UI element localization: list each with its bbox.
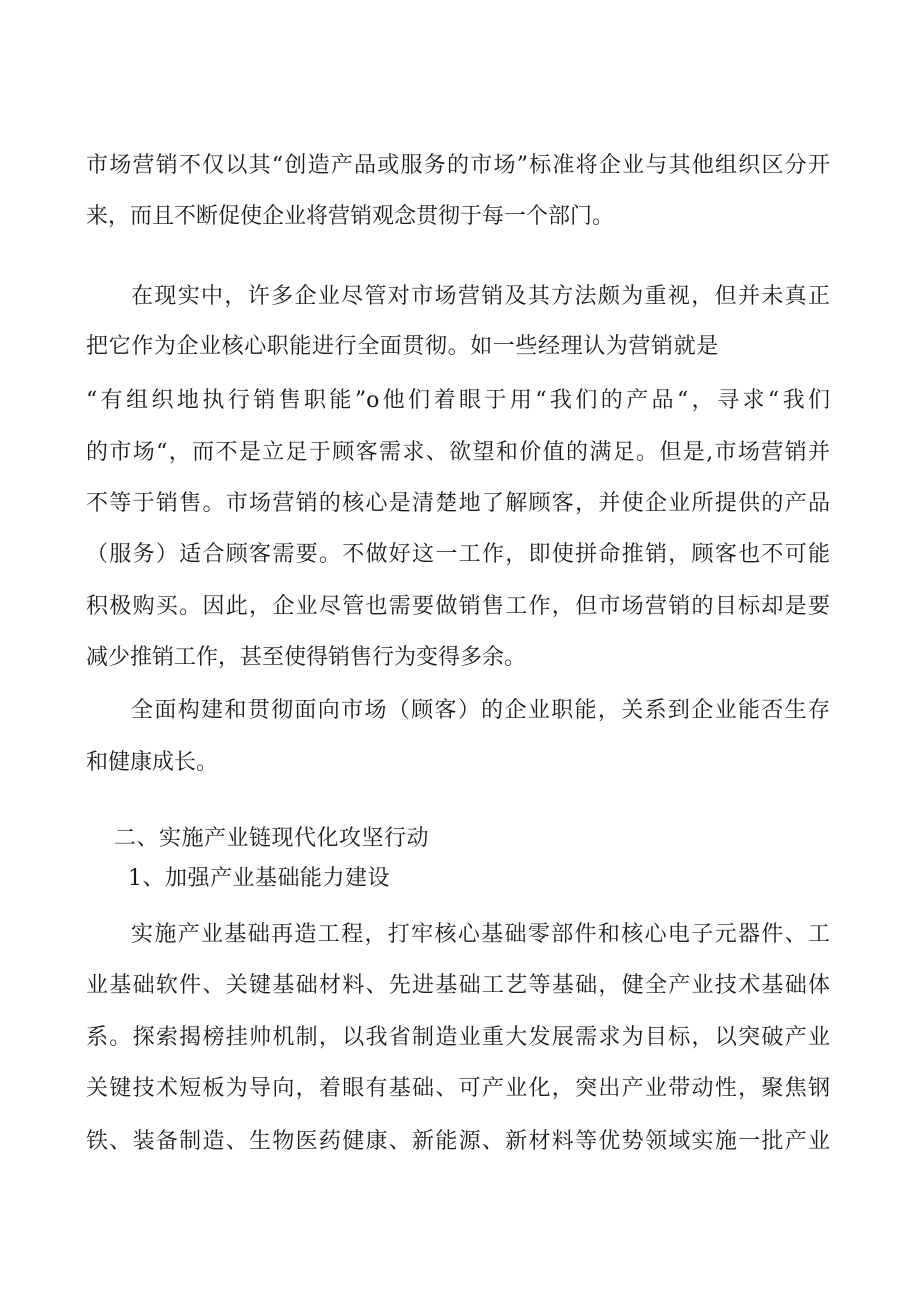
section-heading: 二、实施产业链现代化攻坚行动 — [114, 826, 430, 851]
paragraph-2-line-7: 积极购买。因此，企业尽管也需要做销售工作，但市场营销的目标却是要 — [86, 594, 830, 619]
paragraph-4-line-2: 业基础软件、关键基础材料、先进基础工艺等基础，健全产业技术基础体 — [86, 973, 830, 998]
paragraph-4-line-1: 实施产业基础再造工程，打牢核心基础零部件和核心电子元器件、工 — [131, 922, 830, 947]
paragraph-4-line-3: 系。探索揭榜挂帅机制，以我省制造业重大发展需求为目标，以突破产业 — [86, 1025, 830, 1050]
paragraph-2-line-4: 的市场“，而不是立足于顾客需求、欲望和价值的满足。但是,市场营销并 — [86, 440, 830, 465]
paragraph-4-line-4: 关键技术短板为导向，着眼有基础、可产业化，突出产业带动性，聚焦钢 — [86, 1076, 830, 1101]
paragraph-2-line-5: 不等于销售。市场营销的核心是清楚地了解顾客，并使企业所提供的产品 — [86, 491, 830, 516]
paragraph-3-line-1: 全面构建和贯彻面向市场（顾客）的企业职能，关系到企业能否生存 — [131, 698, 830, 723]
paragraph-1-line-1: 市场营销不仅以其“创造产品或服务的市场”标准将企业与其他组织区分开 — [86, 153, 830, 178]
paragraph-2-line-2: 把它作为企业核心职能进行全面贯彻。如一些经理认为营销就是 — [86, 334, 719, 359]
paragraph-2-line-6: （服务）适合顾客需要。不做好这一工作，即使拼命推销，顾客也不可能 — [86, 542, 830, 567]
paragraph-1-line-2: 来，而且不断促使企业将营销观念贯彻于每一个部门。 — [86, 204, 615, 229]
subsection-heading: 1、加强产业基础能力建设 — [128, 866, 390, 891]
paragraph-2-line-1: 在现实中，许多企业尽管对市场营销及其方法颇为重视，但并未真正 — [131, 284, 830, 309]
paragraph-2-line-8: 减少推销工作，甚至使得销售行为变得多余。 — [86, 645, 527, 670]
paragraph-4-line-5: 铁、装备制造、生物医药健康、新能源、新材料等优势领域实施一批产业 — [86, 1129, 830, 1154]
paragraph-3-line-2: 和健康成长。 — [86, 750, 219, 775]
paragraph-2-line-3: “有组织地执行销售职能”o他们着眼于用“我们的产品“，寻求“我们 — [86, 388, 830, 413]
